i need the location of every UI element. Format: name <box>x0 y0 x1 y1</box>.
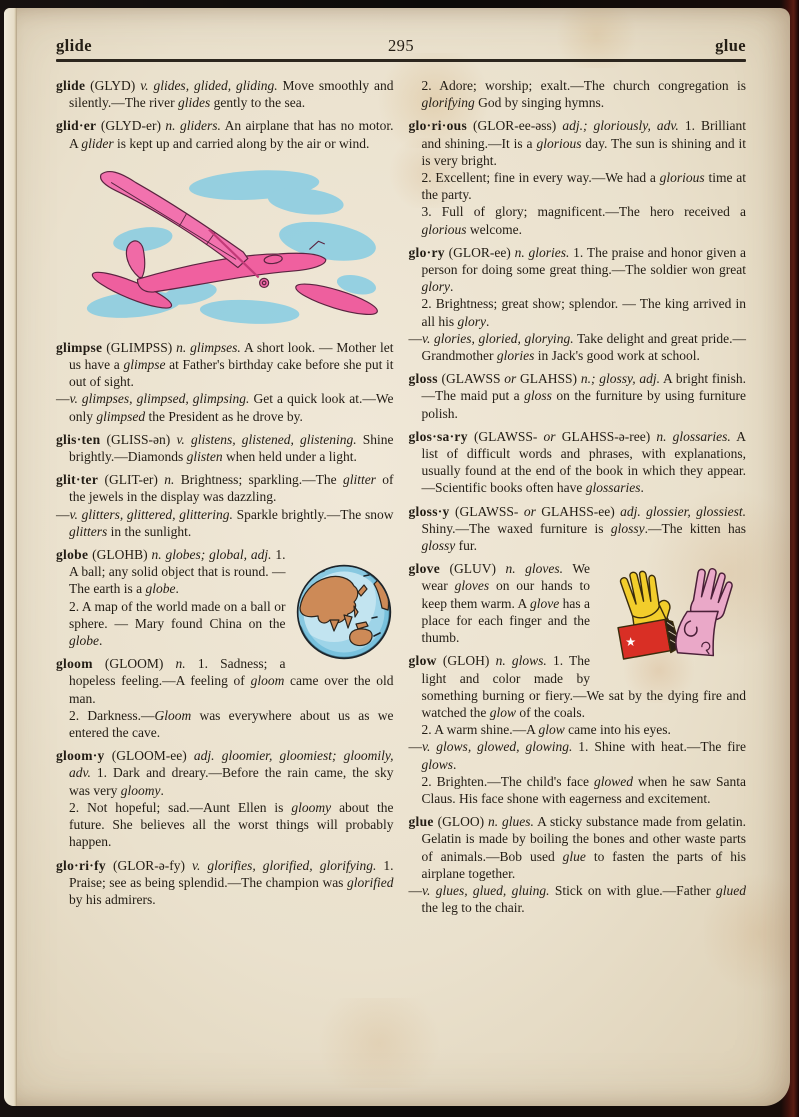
text-run: 2. A map of the world made on a ball or sphere. — Mary found China on the <box>69 598 286 631</box>
entry-glitter <box>56 471 394 540</box>
entry-glorify <box>56 857 394 909</box>
text-run: globe <box>69 633 99 649</box>
text-run: — <box>408 739 422 755</box>
paragraph <box>56 390 394 424</box>
paragraph <box>56 857 394 909</box>
entry-glider <box>56 117 394 151</box>
text-run: about the future. She believes all the worst things will probably happen. <box>69 799 394 850</box>
paragraph <box>409 882 747 916</box>
text-run: came into his eyes. <box>564 722 671 738</box>
text-run: glories <box>496 348 535 364</box>
text-run: glue <box>562 848 586 864</box>
glider-drawing <box>56 158 394 330</box>
text-run: glimpse <box>123 357 166 373</box>
text-run: was everywhere about us as we entered the cave. <box>69 707 394 741</box>
text-run: of the coals. <box>515 704 585 720</box>
column-left <box>56 77 394 922</box>
text-run: 1. Praise; see as being splendid.—The champion was <box>69 857 394 890</box>
paragraph <box>56 471 394 505</box>
text-run: (GLOH) <box>436 653 496 669</box>
paragraph <box>409 77 747 111</box>
paragraph <box>409 738 747 772</box>
headword: glos·sa·ry <box>408 428 468 444</box>
text-run: glory <box>457 313 486 329</box>
text-run: v. glistens, glistened, glistening. <box>176 431 357 447</box>
paragraph <box>56 77 394 111</box>
text-run: (GLOR-ee-əss) <box>467 118 563 134</box>
text-run: on the furniture by using furniture polish. <box>421 388 746 421</box>
headword: globe <box>56 547 89 563</box>
paragraph <box>56 655 394 707</box>
text-run: (GLOO) <box>433 814 489 830</box>
text-run: glorifying <box>421 95 475 111</box>
text-run: (GLYD-er) <box>96 118 166 134</box>
text-run: (GLIT-er) <box>98 472 165 488</box>
text-run: 1. Shine with heat.—The fire <box>572 739 746 755</box>
text-run: gloom <box>250 673 285 689</box>
text-run: An airplane that has no motor. A <box>69 118 394 151</box>
paragraph <box>409 428 747 497</box>
text-run: 2. Brighten.—The child's face <box>421 773 594 789</box>
text-run: glorified <box>347 874 394 890</box>
entry-glider-art <box>56 158 394 330</box>
text-run: n. glows. <box>495 653 547 669</box>
page-header <box>56 36 746 56</box>
paragraph <box>409 203 747 237</box>
text-run: gloss <box>524 388 552 404</box>
text-run: 2. Darkness.— <box>69 707 155 723</box>
entry-glide <box>56 77 394 111</box>
text-run: or <box>523 503 536 519</box>
entry-glimpse <box>56 339 394 425</box>
text-run: 1. Brilliant and shining.—It is a <box>421 118 747 151</box>
text-run: glorious <box>659 170 705 186</box>
text-run: . <box>99 633 103 649</box>
text-run: — <box>408 330 422 346</box>
text-run: n. globes; global, adj. <box>151 547 272 563</box>
text-run: in the sunlight. <box>107 523 192 539</box>
headword: glow <box>408 653 437 669</box>
text-run: n. gloves. <box>505 561 564 577</box>
text-run: (GLYD) <box>85 78 141 93</box>
text-run: glimpsed <box>96 408 146 424</box>
text-run: 3. Full of glory; magnificent.—The hero received a <box>421 204 746 220</box>
text-run: or <box>504 371 517 387</box>
text-run: (GLOOM-ee) <box>104 748 194 764</box>
text-run: glossy <box>610 520 645 536</box>
text-run: . <box>160 782 164 798</box>
text-run: gloves <box>454 578 490 594</box>
text-run: A bright finish.—The maid put a <box>421 371 746 404</box>
text-run: n. glues. <box>488 814 534 830</box>
text-run: glorious <box>536 135 582 151</box>
guide-word-right: glue <box>715 36 746 55</box>
text-run: the President as he drove by. <box>145 408 303 424</box>
text-run: — <box>408 882 422 898</box>
text-run: n. glories. <box>514 244 570 260</box>
text-run: GLAHSS) <box>516 371 581 387</box>
entry-glove <box>408 560 747 650</box>
text-run: glow <box>489 704 516 720</box>
text-run: v. glows, glowed, glowing. <box>422 739 573 755</box>
text-run: We wear <box>421 561 590 594</box>
text-run: (GLOR-ə-fy) <box>105 857 192 873</box>
text-run: (GLAWSS <box>437 371 505 387</box>
text-run: at Father's birthday cake before she put it out of sight. <box>69 357 394 390</box>
text-run: Move smoothly and silently.—The river <box>69 78 394 111</box>
text-run: gently to the sea. <box>210 95 306 111</box>
text-run: (GLOOM) <box>92 656 176 672</box>
text-run: (GLOR-ee) <box>444 244 515 260</box>
headword: glide <box>56 78 86 93</box>
entry-glorious <box>409 117 747 237</box>
headword: glo·ry <box>408 244 445 260</box>
text-run: A short look. — Mother let us have a <box>69 339 394 373</box>
headword: glit·ter <box>56 472 99 488</box>
paragraph <box>56 339 394 391</box>
text-run: has a place for each finger and the thumb. <box>421 595 590 646</box>
text-run: v. glitters, glittered, glittering. <box>69 506 233 522</box>
text-run: 1. A ball; any solid object that is round. — The earth is a <box>69 547 286 597</box>
text-run: or <box>543 428 556 444</box>
text-run: A list of difficult words and phrases, with explanations, usually found at the end of the book in which they appear.—Scientific books often have <box>421 428 746 496</box>
text-run: came over the old man. <box>69 673 394 706</box>
headword: glo·ri·fy <box>56 857 106 873</box>
text-run: when he saw Santa Claus. His face shone with eagerness and excitement. <box>421 773 746 806</box>
paragraph <box>409 813 747 882</box>
entry-glisten <box>56 431 394 465</box>
text-run: Take delight and great pride.—Grandmother <box>421 330 746 364</box>
text-run: glitter <box>342 472 376 488</box>
text-run: v. glorifies, glorified, glorifying. <box>192 857 377 873</box>
text-run: by his admirers. <box>69 891 156 907</box>
pink-glove <box>673 564 735 661</box>
text-run: . <box>486 313 490 329</box>
headword: glove <box>408 561 440 577</box>
text-run: — <box>56 391 70 407</box>
headword: gloom <box>56 656 93 672</box>
text-run: to fasten the parts of his airplane together. <box>421 848 746 881</box>
text-run: of the jewels in the display was dazzling. <box>69 472 394 505</box>
text-run: (GLISS-ən) <box>100 431 177 447</box>
text-run: gloomy <box>291 799 332 815</box>
text-run: glides <box>177 95 211 111</box>
gloves-drawing <box>596 562 746 674</box>
text-run: Shiny.—The waxed furniture is <box>421 520 611 536</box>
text-run: (GLUV) <box>440 561 506 577</box>
text-run: n. <box>175 656 186 672</box>
text-run: glove <box>529 595 560 611</box>
text-run: glow <box>538 722 565 738</box>
text-run: n. gliders. <box>165 118 221 134</box>
paragraph <box>409 370 747 422</box>
entry-glue <box>409 813 747 916</box>
text-run: . <box>175 581 179 597</box>
text-run: (GLAWSS- <box>467 428 544 444</box>
page-gutter-strip <box>4 8 16 1106</box>
text-run: 1. The light and color made by something burning or fiery.—We sat by the dying fire and watched the <box>421 653 746 720</box>
entry-glossy <box>409 503 747 555</box>
entry-gloss <box>409 370 747 422</box>
text-run: welcome. <box>466 221 522 237</box>
entry-gloomy <box>56 747 394 850</box>
page-number: 295 <box>388 36 414 55</box>
page-gutter-crease <box>16 8 17 1106</box>
column-right <box>409 77 747 922</box>
gloves-illustration <box>596 562 746 674</box>
text-run: is kept up and carried along by the air or wind. <box>113 135 370 151</box>
text-run: GLAHSS-ə-ree) <box>555 428 657 444</box>
entry-globe <box>56 546 394 649</box>
text-run: glorious <box>421 221 467 237</box>
entry-glow <box>409 652 747 807</box>
text-run: Stick on with glue.—Father <box>549 882 717 898</box>
text-run: v. glimpses, glimpsed, glimpsing. <box>69 391 250 407</box>
paragraph <box>409 117 747 169</box>
text-run: A sticky substance made from gelatin. Gelatin is made by boiling the bones and other waste parts of animals.—Bob used <box>421 814 746 864</box>
text-run: day. The sun is shining and it is very bright. <box>421 135 746 168</box>
paragraph <box>409 295 747 329</box>
star-icon: ★ <box>625 635 637 650</box>
text-run: glows <box>421 756 454 772</box>
yellow-glove <box>618 566 680 661</box>
text-run: time at the party. <box>421 170 746 203</box>
headword: glid·er <box>56 118 97 134</box>
text-run: glossy <box>421 538 456 554</box>
paragraph <box>409 721 747 738</box>
text-run: .—The kitten has <box>644 520 746 536</box>
text-run: 2. Excellent; fine in every way.—We had a <box>421 170 660 186</box>
text-run: glisten <box>186 449 223 465</box>
text-run: 2. Adore; worship; exalt.—The church congregation is <box>421 78 746 93</box>
paragraph <box>56 799 394 851</box>
page-content <box>56 36 746 922</box>
entry-gloom <box>56 655 394 741</box>
headword: gloss·y <box>408 503 450 519</box>
text-run: (GLOHB) <box>88 547 152 563</box>
text-run: Get a quick look at.—We only <box>69 391 394 424</box>
text-run: (GLIMPSS) <box>102 339 177 355</box>
paragraph <box>409 169 747 203</box>
headword: glo·ri·ous <box>408 118 468 134</box>
text-run: God by singing hymns. <box>474 95 605 111</box>
text-run: adj. glossier, glossiest. <box>620 503 746 519</box>
text-run: v. glories, gloried, glorying. <box>422 330 574 346</box>
text-run: 1. Sadness; a hopeless feeling.—A feeling of <box>69 656 286 689</box>
text-run: glossaries <box>585 480 641 496</box>
header-rule <box>56 59 746 62</box>
text-run: n.; glossy, adj. <box>580 371 661 387</box>
text-run: v. glues, glued, gluing. <box>422 882 550 898</box>
headword: gloom·y <box>56 748 105 764</box>
text-run: when held under a light. <box>222 449 357 465</box>
guide-word-left: glide <box>56 36 92 55</box>
text-run: adj. gloomier, gloomiest; gloomily, adv. <box>69 748 394 781</box>
paragraph <box>56 707 394 741</box>
headword: gloss <box>408 371 438 387</box>
text-run: v. glides, glided, gliding. <box>140 78 278 93</box>
text-run: glider <box>81 135 114 151</box>
text-run: (GLAWSS- <box>449 503 524 519</box>
text-run: . <box>453 756 457 772</box>
text-run: n. <box>164 472 175 488</box>
text-run: . <box>640 480 644 496</box>
paragraph <box>56 117 394 151</box>
text-run: in Jack's good work at school. <box>534 348 700 364</box>
entry-glory <box>409 244 747 364</box>
text-run: 2. Not hopeful; sad.—Aunt Ellen is <box>69 799 292 815</box>
text-run: 1. The praise and honor given a person for doing some great thing.—The soldier won great <box>421 244 746 278</box>
text-columns <box>56 77 746 922</box>
text-run: the leg to the chair. <box>421 900 525 916</box>
text-run: Shine brightly.—Diamonds <box>69 431 394 465</box>
headword: glimpse <box>56 339 103 355</box>
text-run: glory <box>421 279 450 295</box>
headword: glis·ten <box>56 431 101 447</box>
paragraph <box>409 503 747 555</box>
paragraph <box>56 747 394 799</box>
paragraph <box>409 244 747 296</box>
paragraph <box>56 506 394 540</box>
text-run: n. glossaries. <box>656 428 731 444</box>
text-run: — <box>56 506 70 522</box>
globe-illustration <box>294 562 394 662</box>
text-run: glitters <box>69 523 108 539</box>
text-run: gloomy <box>120 782 161 798</box>
entry-glossary <box>409 428 747 497</box>
text-run: fur. <box>455 538 477 554</box>
headword: glue <box>408 814 434 830</box>
dictionary-page <box>4 8 790 1106</box>
paragraph <box>409 330 747 364</box>
text-run: GLAHSS-ee) <box>535 503 621 519</box>
paragraph <box>409 773 747 807</box>
text-run: Gloom <box>154 707 192 723</box>
text-run: glowed <box>593 773 633 789</box>
paragraph <box>56 431 394 465</box>
text-run: 1. Dark and dreary.—Before the rain came, the sky was very <box>69 765 394 798</box>
text-run: 2. Brightness; great show; splendor. — The king arrived in all his <box>421 296 746 329</box>
text-run: . <box>450 279 454 295</box>
text-run: Brightness; sparkling.—The <box>174 472 343 488</box>
text-run: n. glimpses. <box>176 339 241 355</box>
text-run: on our hands to keep them warm. A <box>421 578 590 611</box>
text-run: glued <box>716 882 747 898</box>
text-run: Sparkle brightly.—The snow <box>232 506 394 522</box>
globe-drawing <box>294 562 394 662</box>
text-run: globe <box>145 581 176 597</box>
entry-glorify-continued <box>409 77 747 111</box>
text-run: adj.; gloriously, adv. <box>562 118 679 134</box>
text-run: 2. A warm shine.—A <box>421 722 539 738</box>
